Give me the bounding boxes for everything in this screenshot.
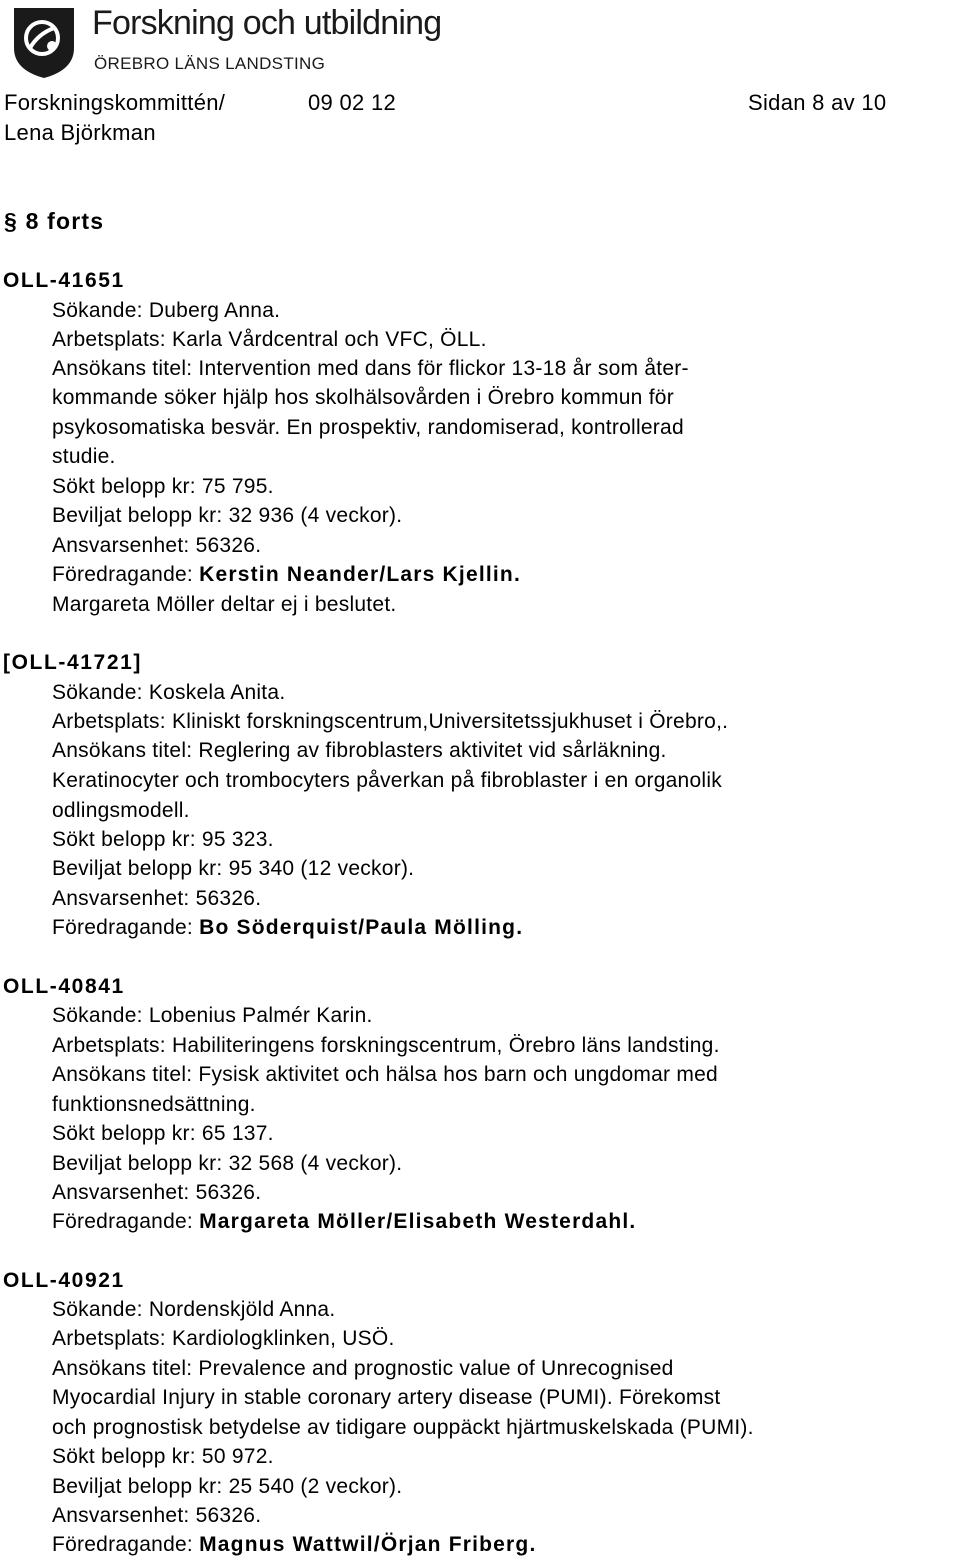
- application-title-line: Myocardial Injury in stable coronary artery disease (PUMI). Förekomst: [52, 1386, 721, 1409]
- application-id: OLL-40841: [3, 975, 125, 998]
- section-symbol: §: [4, 208, 18, 234]
- applicant: Sökande: Lobenius Palmér Karin.: [52, 1004, 373, 1027]
- application-title-line: Ansökans titel: Reglering av fibroblasters aktivitet vid sårläkning.: [52, 739, 667, 762]
- application-title-line: Ansökans titel: Intervention med dans för flickor 13-18 år som åter-: [52, 357, 689, 380]
- presenter-names: Margareta Möller/Elisabeth Westerdahl.: [199, 1210, 637, 1233]
- applicant: Sökande: Duberg Anna.: [52, 299, 281, 322]
- application-title-line: och prognostisk betydelse av tidigare ouppäckt hjärtmuskelskada (PUMI).: [52, 1416, 754, 1439]
- application-id: OLL-40921: [3, 1269, 125, 1292]
- application-title-line: odlingsmodell.: [52, 799, 190, 822]
- applicant: Sökande: Koskela Anita.: [52, 681, 286, 704]
- responsible-unit: Ansvarsenhet: 56326.: [52, 887, 262, 910]
- applicant: Sökande: Nordenskjöld Anna.: [52, 1298, 336, 1321]
- section-heading: [4, 208, 104, 235]
- requested-amount: Sökt belopp kr: 65 137.: [52, 1122, 274, 1145]
- application-title-line: studie.: [52, 445, 116, 468]
- presenter-line: [52, 917, 523, 938]
- workplace: Arbetsplats: Kliniskt forskningscentrum,Universitetssjukhuset i Örebro,.: [52, 710, 729, 733]
- application-id: OLL-41651: [3, 269, 125, 292]
- presenter-line: [52, 1534, 536, 1555]
- granted-amount: Beviljat belopp kr: 25 540 (2 veckor).: [52, 1475, 403, 1498]
- section-title: 8 forts: [25, 208, 105, 234]
- header-date: 09 02 12: [308, 90, 397, 115]
- requested-amount: Sökt belopp kr: 50 972.: [52, 1445, 274, 1468]
- presenter-label: Föredragande:: [52, 1210, 200, 1233]
- granted-amount: Beviljat belopp kr: 32 568 (4 veckor).: [52, 1152, 403, 1175]
- application-title-line: Ansökans titel: Prevalence and prognostic value of Unrecognised: [52, 1357, 674, 1380]
- granted-amount: Beviljat belopp kr: 95 340 (12 veckor).: [52, 857, 415, 880]
- logo-subtitle: ÖREBRO LÄNS LANDSTING: [94, 54, 326, 73]
- workplace: Arbetsplats: Habiliteringens forskningscentrum, Örebro läns landsting.: [52, 1034, 720, 1057]
- header-author: Lena Björkman: [4, 120, 156, 145]
- presenter-line: [52, 1211, 636, 1232]
- application-title-line: Keratinocyter och trombocyters påverkan på fibroblaster i en organolik: [52, 769, 722, 792]
- requested-amount: Sökt belopp kr: 95 323.: [52, 828, 274, 851]
- recusal-note: Margareta Möller deltar ej i beslutet.: [52, 593, 397, 616]
- application-id: [OLL-41721]: [3, 651, 142, 674]
- presenter-line: [52, 564, 521, 585]
- workplace: Arbetsplats: Karla Vårdcentral och VFC, ÖLL.: [52, 328, 487, 351]
- responsible-unit: Ansvarsenhet: 56326.: [52, 1504, 262, 1527]
- presenter-names: Bo Söderquist/Paula Mölling.: [199, 916, 524, 939]
- granted-amount: Beviljat belopp kr: 32 936 (4 veckor).: [52, 504, 403, 527]
- application-title-line: Ansökans titel: Fysisk aktivitet och hälsa hos barn och ungdomar med: [52, 1063, 718, 1086]
- requested-amount: Sökt belopp kr: 75 795.: [52, 475, 274, 498]
- organization-logo: [8, 4, 488, 80]
- presenter-label: Föredragande:: [52, 1533, 200, 1556]
- responsible-unit: Ansvarsenhet: 56326.: [52, 1181, 262, 1204]
- presenter-label: Föredragande:: [52, 563, 200, 586]
- presenter-names: Magnus Wattwil/Örjan Friberg.: [199, 1533, 537, 1556]
- workplace: Arbetsplats: Kardiologklinken, USÖ.: [52, 1327, 395, 1350]
- header-committee: Forskningskommittén/: [4, 90, 226, 115]
- application-title-line: funktionsnedsättning.: [52, 1093, 256, 1116]
- landsting-emblem-icon: [8, 4, 80, 80]
- header-page-number: Sidan 8 av 10: [748, 90, 887, 115]
- application-title-line: psykosomatiska besvär. En prospektiv, randomiserad, kontrollerad: [52, 416, 684, 439]
- responsible-unit: Ansvarsenhet: 56326.: [52, 534, 262, 557]
- presenter-label: Föredragande:: [52, 916, 200, 939]
- application-title-line: kommande söker hjälp hos skolhälsovården i Örebro kommun för: [52, 386, 674, 409]
- presenter-names: Kerstin Neander/Lars Kjellin.: [199, 563, 521, 586]
- logo-title: Forskning och utbildning: [92, 4, 442, 42]
